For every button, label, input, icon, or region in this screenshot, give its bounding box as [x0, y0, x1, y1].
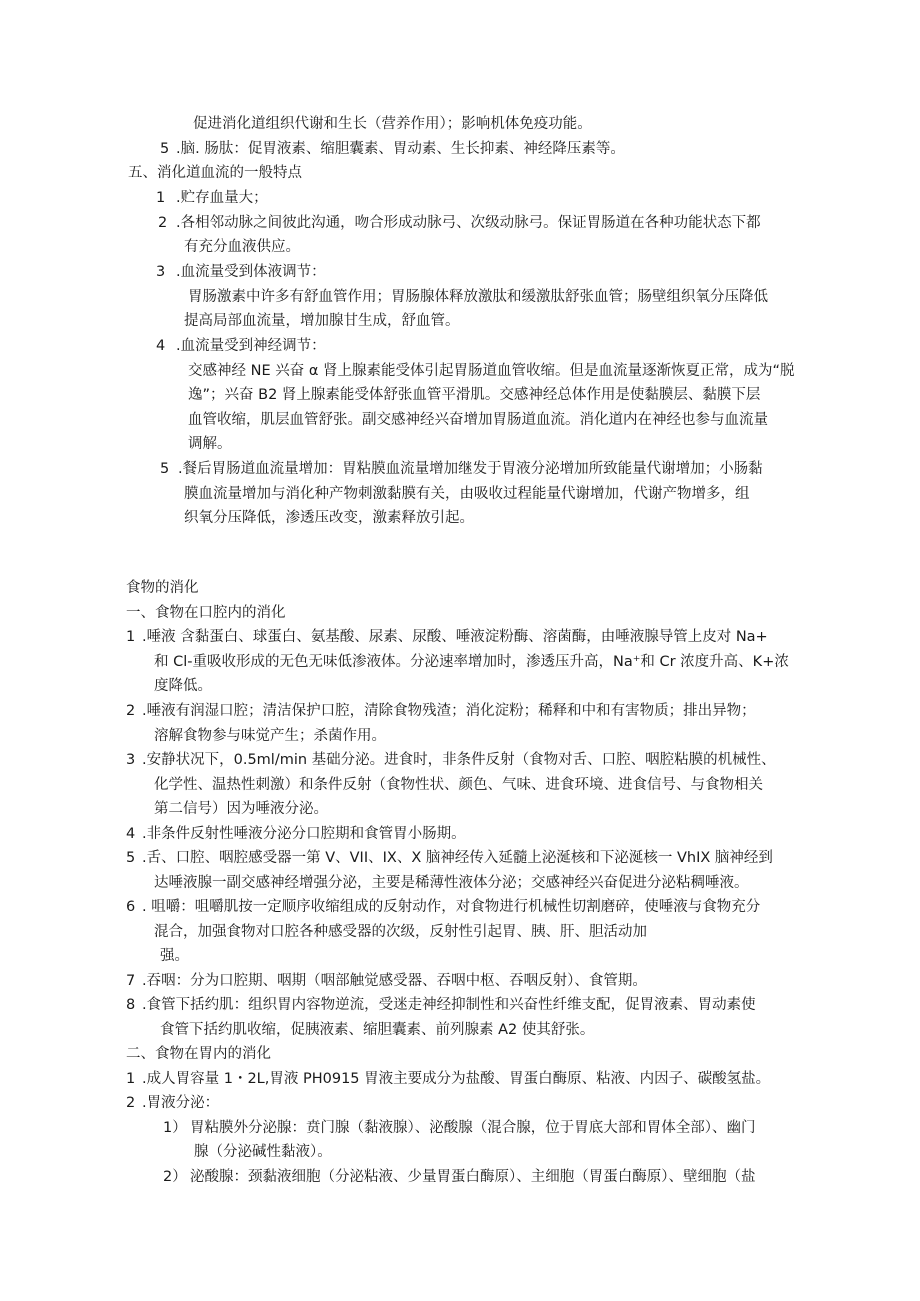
list-item-text: .舌、口腔、咽腔感受器一第 V、VII、IX、X 脑神经传入延髓上泌涎核和下泌涎核一 VhIX 脑神经到	[142, 850, 773, 866]
list-item-text: .餐后胃肠道血流量增加：胃粘膜血流量增加继发于胃液分泌增加所致能量代谢增加；小肠黏	[178, 461, 763, 477]
list-number: 3	[126, 752, 136, 768]
list-number: 4	[156, 338, 166, 354]
list-item-text: 提高局部血流量，增加腺甘生成，舒血管。	[184, 313, 460, 329]
list-number: 3	[156, 264, 166, 280]
list-item-text: .成人胃容量 1・2L,胃液 PH0915 胃液主要成分为盐酸、胃蛋白酶原、粘液、内因子、碳酸氢盐。	[142, 1071, 771, 1087]
list-number: 2	[126, 703, 136, 719]
list-item-text: 溶解食物参与味觉产生；杀菌作用。	[154, 728, 386, 744]
list-item-text: 混合，加强食物对口腔各种感受器的次级，反射性引起胃、胰、肝、胆活动加	[154, 924, 647, 940]
sub-list-item-text: 泌酸腺：颈黏液细胞（分泌粘液、少量胃蛋白酶原）、主细胞（胃蛋白酶原）、壁细胞（盐	[190, 1169, 756, 1185]
list-item-text: 织氧分压降低，渗透压改变，激素释放引起。	[184, 510, 474, 526]
section-heading-oral: 一、食物在口腔内的消化	[126, 605, 286, 621]
list-number: 5	[160, 461, 170, 477]
list-item-text: .唾液 含黏蛋白、球蛋白、氨基酸、尿素、尿酸、唾液淀粉酶、溶菌酶，由唾液腺导管上皮对 Na+	[142, 629, 768, 645]
sub-list-item-text: 腺（分泌碱性黏液）。	[194, 1144, 332, 1160]
list-number: 7	[126, 973, 136, 989]
sub-list-item-text: 胃粘膜外分泌腺：贲门腺（黏液腺）、泌酸腺（混合腺，位于胃底大部和胃体全部）、幽门	[190, 1120, 756, 1136]
list-item-text: 交感神经 NE 兴奋 α 肾上腺素能受体引起胃肠道血管收缩。但是血流量逐渐恢夏正常，成为“脱	[188, 363, 795, 379]
list-item-text: .贮存血量大；	[176, 190, 268, 206]
list-number: 5	[126, 850, 136, 866]
list-item-text: 第二信号）因为唾液分泌。	[154, 801, 328, 817]
list-item-text: 胃肠激素中许多有舒血管作用；胃肠腺体释放激肽和缓激肽舒张血管；肠壁组织氧分压降低	[188, 289, 768, 305]
chapter-title: 食物的消化	[126, 580, 199, 596]
list-item-text: .血流量受到体液调节：	[176, 264, 326, 280]
list-item-text: 逸”；兴奋 B2 肾上腺素能受体舒张血管平滑肌。交感神经总体作用是使黏膜层、黏膜下层	[188, 387, 761, 403]
list-number: 4	[126, 826, 136, 842]
list-item-text: .胃液分泌：	[142, 1095, 220, 1111]
list-item-text: .唾液有润湿口腔；清洁保护口腔，清除食物残渣；消化淀粉；稀释和中和有害物质；排出异物；	[142, 703, 756, 719]
list-number: 1	[126, 1071, 136, 1087]
list-item-text: 有充分血液供应。	[184, 239, 300, 255]
list-item-text: 达唾液腺一副交感神经增强分泌，主要是稀薄性液体分泌；交感神经兴奋促进分泌粘稠唾液。	[154, 875, 749, 891]
list-item-text: . 咀嚼：咀嚼肌按一定顺序收缩组成的反射动作，对食物进行机械性切割磨碎，使唾液与食物充分	[142, 899, 761, 915]
item-5-text: .脑. 肠肽：促胃液素、缩胆囊素、胃动素、生长抑素、神经降压素等。	[176, 141, 625, 157]
list-item-text: .安静状况下，0.5ml/min 基础分泌。进食时，非条件反射（食物对舌、口腔、咽腔粘膜的机械性、	[142, 752, 776, 768]
list-item-text: .各相邻动脉之间彼此沟通，吻合形成动脉弓、次级动脉弓。保证胃肠道在各种功能状态下都	[176, 215, 761, 231]
item-5-number: 5	[160, 141, 170, 157]
list-item-text: 调解。	[188, 436, 232, 452]
list-item-text: 血管收缩，肌层血管舒张。副交感神经兴奋增加胃肠道血流。消化道内在神经也参与血流量	[188, 412, 768, 428]
list-item-text: .吞咽：分为口腔期、咽期（咽部触觉感受器、吞咽中枢、吞咽反射）、食管期。	[142, 973, 647, 989]
section-heading-stomach: 二、食物在胃内的消化	[126, 1046, 271, 1062]
list-item-text: 和 Cl-重吸收形成的无色无味低渗液体。分泌速率增加时，渗透压升高，Na⁺和 Cr 浓度升高、K+浓	[154, 654, 789, 670]
list-number: 1	[156, 190, 166, 206]
sub-list-number: 2）	[163, 1169, 187, 1185]
list-number: 2	[158, 215, 168, 231]
list-number: 2	[126, 1095, 136, 1111]
list-item-text: 膜血流量增加与消化种产物刺激黏膜有关，由吸收过程能量代谢增加，代谢产物增多，组	[184, 486, 750, 502]
list-number: 6	[126, 899, 136, 915]
list-item-text: 度降低。	[154, 678, 212, 694]
list-item-text: .非条件反射性唾液分泌分口腔期和食管胃小肠期。	[142, 826, 466, 842]
list-item-text: 化学性、温热性刺激）和条件反射（食物性状、颜色、气味、进食环境、进食信号、与食物相关	[154, 777, 763, 793]
nutrition-line: 促进消化道组织代谢和生长（营养作用）；影响机体免疫功能。	[193, 116, 592, 132]
list-item-text: 强。	[160, 948, 189, 964]
list-item-text: 食管下括约肌收缩，促胰液素、缩胆囊素、前列腺素 A2 使其舒张。	[160, 1022, 595, 1038]
list-item-text: .食管下括约肌：组织胃内容物逆流，受迷走神经抑制性和兴奋性纤维支配，促胃液素、胃动素使	[142, 997, 756, 1013]
list-number: 1	[126, 629, 136, 645]
section-heading-blood-flow: 五、消化道血流的一般特点	[128, 165, 302, 181]
sub-list-number: 1）	[163, 1120, 187, 1136]
list-item-text: .血流量受到神经调节：	[176, 338, 326, 354]
list-number: 8	[126, 997, 136, 1013]
